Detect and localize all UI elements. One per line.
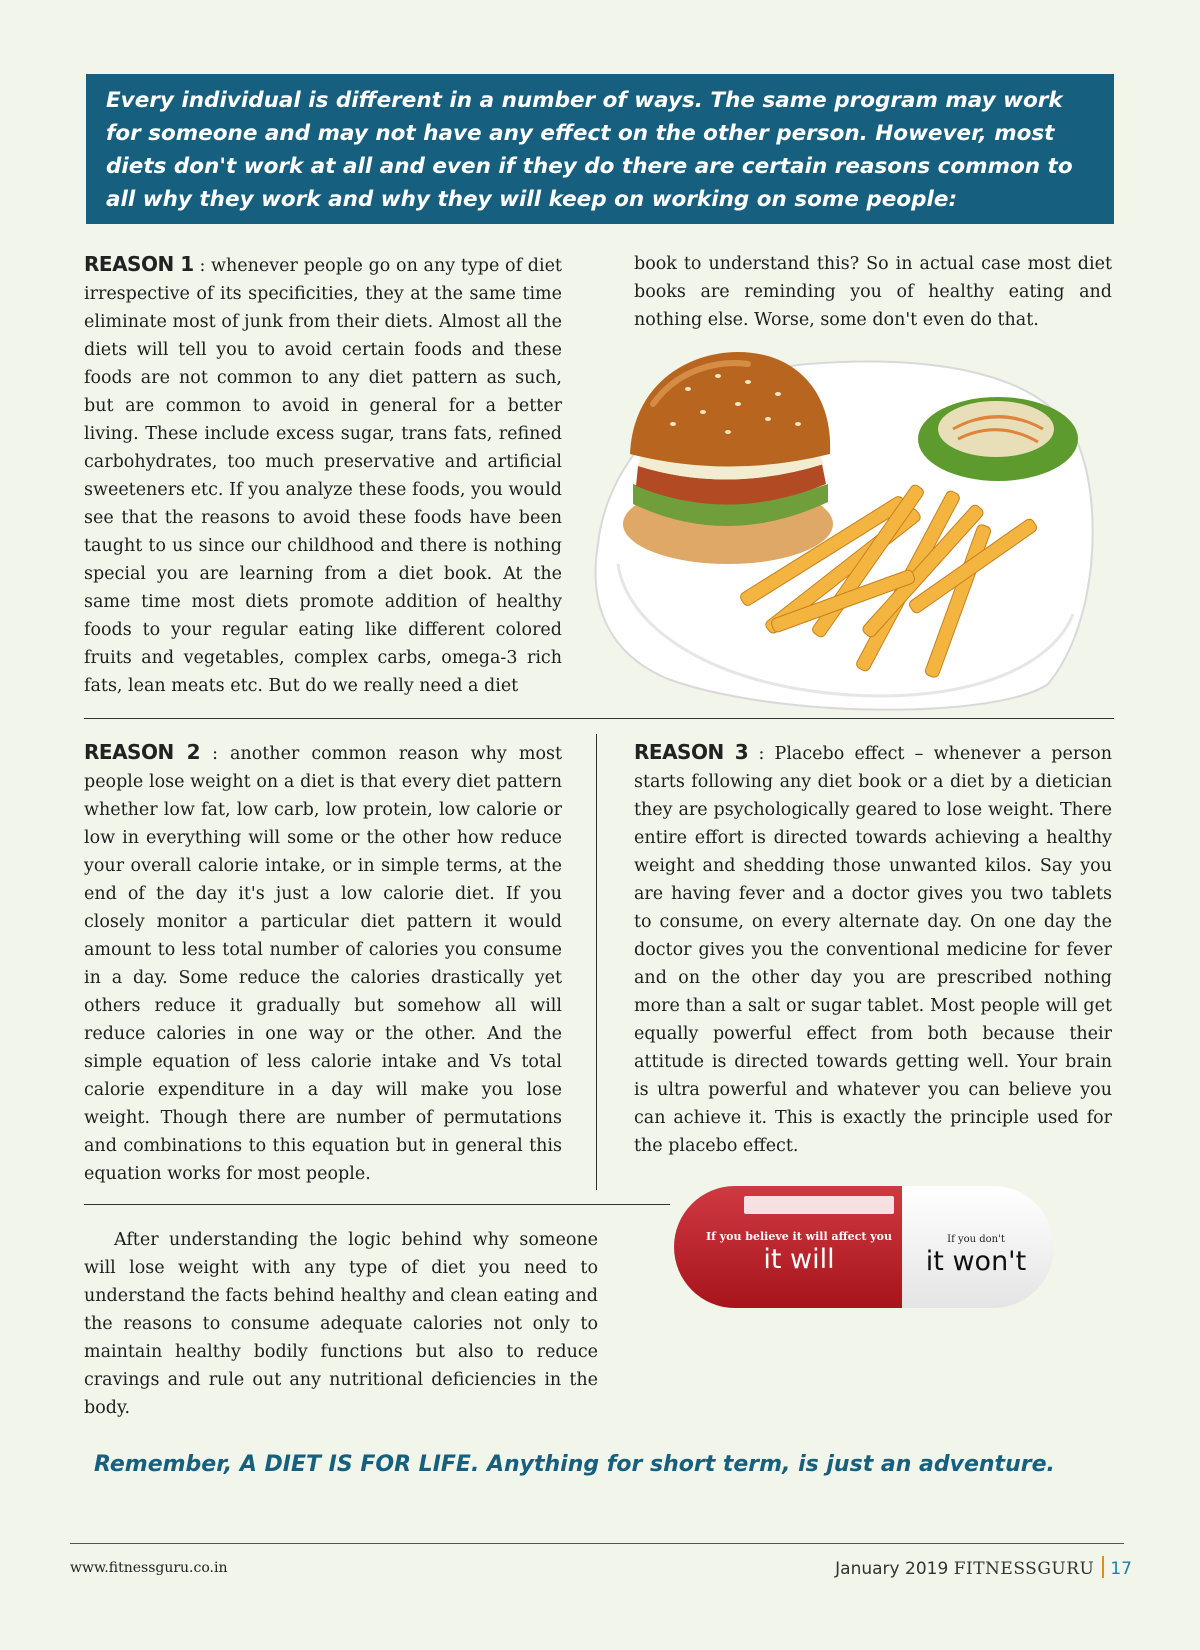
reason-1-label: REASON 1 [84,252,194,276]
footer-separator [1102,1556,1104,1578]
reason-1-continued-column [634,250,1112,334]
pill-left-text: it will [763,1244,835,1275]
burger-and-fries-image [578,334,1118,720]
intro-callout: Every individual is different in a number of ways. The same program may work for someone and may not have any effect on the other person. However, most diets don't work at all and even if they do there are certain reasons common to all why they work and why they will keep on working on some people: [86,74,1114,224]
page-number: 17 [1110,1559,1132,1579]
reason-3-text: : Placebo effect – whenever a person starts following any diet book or a diet by a dietician they are psychologically geared to lose weight. There entire effort is directed towards achieving a healthy weight and shedding those unwanted kilos. Say you are having fever and a doctor gives you two tablets to consume, on every alternate day. On one day the doctor gives you the conventional medicine for fever and on the other day you are prescribed nothing more than a salt or sugar tablet. Most people will get equally powerful effect from both because their attitude is directed towards getting well. Your brain is ultra powerful and whatever you can believe you can achieve it. This is exactly the principle used for the placebo effect. [634,744,1112,1156]
footer-magazine-name: FITNESSGURU [953,1559,1095,1579]
reason-1-text: : whenever people go on any type of diet irrespective of its specificities, they at the same time eliminate most of junk from their diets. Almost all the diets will tell you to avoid certain foods and these foods are not common to any diet pattern as such, but are common to avoid in general for a better living. These include excess sugar, trans fats, refined carbohydrates, too much preservative and artificial sweeteners etc. If you analyze these foods, you would see that the reasons to avoid these foods have been taught to us since our childhood and there is nothing special you are learning from a diet book. At the same time most diets promote addition of healthy foods to your regular eating like different colored fruits and vegetables, complex carbs, omega-3 rich fats, lean meats etc. But do we really need a diet [84,256,562,696]
conclusion-text: After understanding the logic behind why someone will lose weight with any type of diet you need to understand the facts behind healthy and clean eating and the reasons to consume adequate calories not only to maintain healthy bodily functions but also to reduce cravings and rule out any nutritional deficiencies in the body. [84,1230,598,1418]
footer-website: www.fitnessguru.co.in [70,1560,228,1576]
reason-3-column [634,738,1112,1160]
divider-top [84,718,1114,719]
footer-date: January 2019 [835,1559,949,1579]
column-divider [596,734,597,1190]
placebo-pill-image [674,1186,1054,1308]
reason-2-text: : another common reason why most people lose weight on a diet is that every diet pattern whether low fat, low carb, low protein, low calorie or low in everything will some or the other how reduce your overall calorie intake, or in simple terms, at the end of the day it's just a low calorie diet. If you closely monitor a particular diet pattern it would amount to less total number of calories you consume in a day. Some reduce the calories drastically yet others reduce it gradually but somehow all will reduce calories in one way or the other. And the simple equation of less calorie intake and Vs total calorie expenditure in a day will make you lose weight. Though there are number of permutations and combinations to this equation but in general this equation works for most people. [84,744,562,1184]
footer-issue [835,1556,1132,1579]
reason-3-label: REASON 3 [634,740,749,764]
reason-2-label: REASON 2 [84,740,201,764]
pill-right-text: it won't [925,1246,1027,1277]
pill-highlight [744,1196,894,1214]
pill-right-caption: If you don't [947,1234,1005,1245]
reason-1-continued-text: book to understand this? So in actual case most diet books are reminding you of healthy eating and nothing else. Worse, some don't even do that. [634,254,1112,330]
reason-2-column [84,738,562,1188]
footer-divider [70,1543,1124,1544]
conclusion-paragraph [84,1226,598,1422]
divider-bottom [84,1204,670,1205]
closing-quote: Remember, A DIET IS FOR LIFE. Anything for short term, is just an adventure. [94,1452,1055,1477]
reason-1-column [84,250,562,700]
pill-left-caption: If you believe it will affect you [706,1230,892,1243]
